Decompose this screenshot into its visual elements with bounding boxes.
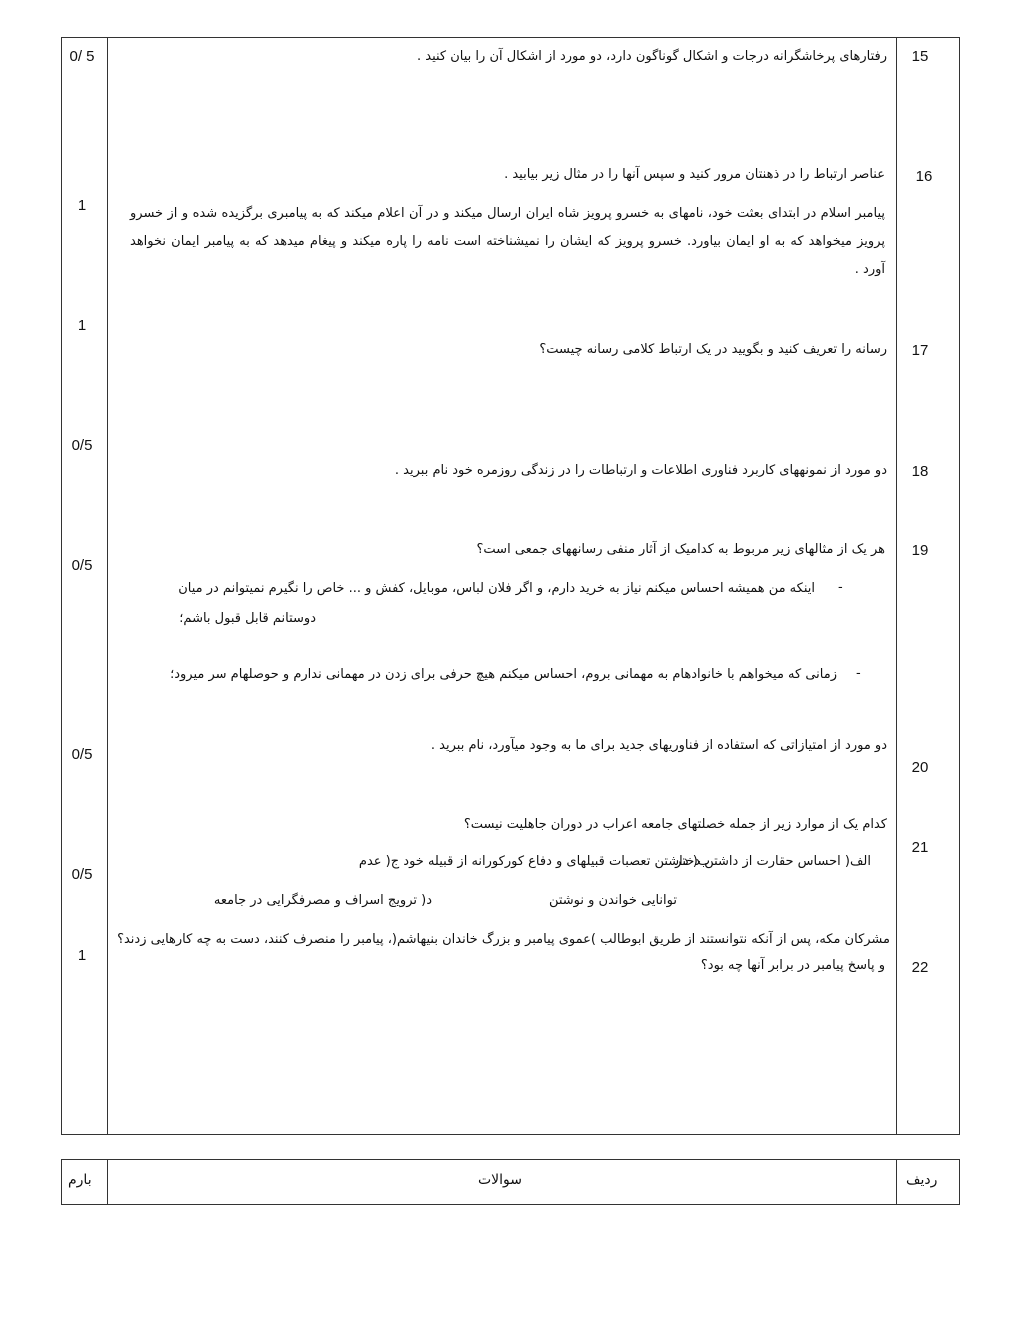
option-a: الف( احساس حقارت از داشتن دختر	[675, 854, 871, 869]
example-text: زمانی که میخواهم با خانوادهام به مهمانی بروم، احساس میکنم هیچ حرفی برای زدن در مهمانی ندارم و حوصلهام سر میرود؛	[170, 667, 837, 682]
question-mark: 0/5	[71, 557, 93, 574]
row-number: 22	[911, 959, 929, 976]
option-d: د( ترویج اسراف و مصرفگرایی در جامعه	[213, 893, 432, 908]
column-divider-mark	[107, 1159, 108, 1205]
question-mark: 0/5	[71, 746, 93, 763]
header-mark-label: بارم	[68, 1172, 92, 1188]
row-number: 21	[911, 839, 929, 856]
question-text: رفتارهای پرخاشگرانه درجات و اشکال گوناگون دارد، دو مورد از اشکال آن را بیان کنید .	[416, 49, 887, 64]
question-mark: 1	[77, 317, 87, 334]
question-mark: 0/5	[71, 866, 93, 883]
question-paragraph: پیامبر اسلام در ابتدای بعثت خود، نامهای به خسرو پرویز شاه ایران ارسال میکند و در آن اعلام میکند که به پیامبری برگزیده شده و از خسرو پرویز میخواهد که به او ایمان بیاورد. خسرو پرویز که ایشان را نمیشناخته است نامه را پاره میکند و پیغام میدهد که به پیامبر ایمان نخواهد آورد .	[130, 206, 885, 277]
row-number: 16	[915, 168, 933, 185]
question-mark: 1	[77, 197, 87, 214]
bullet-dash: -	[856, 666, 861, 681]
option-c: توانایی خواندن و نوشتن	[548, 893, 677, 908]
header-row-label: ردیف	[906, 1172, 938, 1188]
question-text: عناصر ارتباط را در ذهنتان مرور کنید و سپس آنها را در مثال زیر بیابید .	[504, 167, 885, 182]
option-b: ب( داشتن تعصبات قبیلهای و دفاع کورکورانه از قبیله خود ج( عدم	[358, 854, 710, 869]
column-divider-row	[896, 1159, 897, 1205]
question-text: دو مورد از امتیازاتی که استفاده از فناوریهای جدید برای ما به وجود میآورد، نام ببرید .	[430, 738, 887, 753]
example-text: دوستانم قابل قبول باشم؛	[179, 611, 316, 626]
row-number: 19	[911, 542, 929, 559]
row-number: 20	[911, 759, 929, 776]
bullet-dash: -	[838, 580, 843, 595]
header-questions-label: سوالات	[478, 1172, 523, 1188]
question-text: رسانه را تعریف کنید و بگویید در یک ارتباط کلامی رسانه چیست؟	[539, 342, 887, 357]
example-text: اینکه من همیشه احساس میکنم نیاز به خرید دارم، و اگر فلان لباس، موبایل، کفش و ... خاص را نگیرم نمیتوانم در میان	[178, 581, 815, 596]
question-text: دو مورد از نمونههای کاربرد فناوری اطلاعات و ارتباطات را در زندگی روزمره خود نام ببرید .	[394, 463, 887, 478]
question-mark: 0/5	[71, 437, 93, 454]
column-divider-mark	[107, 37, 108, 1135]
question-mark: 0/ 5	[69, 48, 95, 65]
question-text: و پاسخ پیامبر در برابر آنها چه بود؟	[700, 958, 885, 973]
row-number: 17	[911, 342, 929, 359]
row-number: 15	[911, 48, 929, 65]
column-divider-row	[896, 37, 897, 1135]
question-mark: 1	[77, 947, 87, 964]
question-text: مشرکان مکه، پس از آنکه نتوانستند از طریق ابوطالب )عموی پیامبر و بزرگ خاندان بنیهاشم(، پیامبر را منصرف کنند، دست به چه کارهایی زدند؟	[117, 932, 890, 947]
question-text: کدام یک از موارد زیر از جمله خصلتهای جامعه اعراب در دوران جاهلیت نیست؟	[463, 817, 887, 832]
row-number: 18	[911, 463, 929, 480]
question-text: هر یک از مثالهای زیر مربوط به کدامیک از آثار منفی رسانههای جمعی است؟	[476, 542, 885, 557]
